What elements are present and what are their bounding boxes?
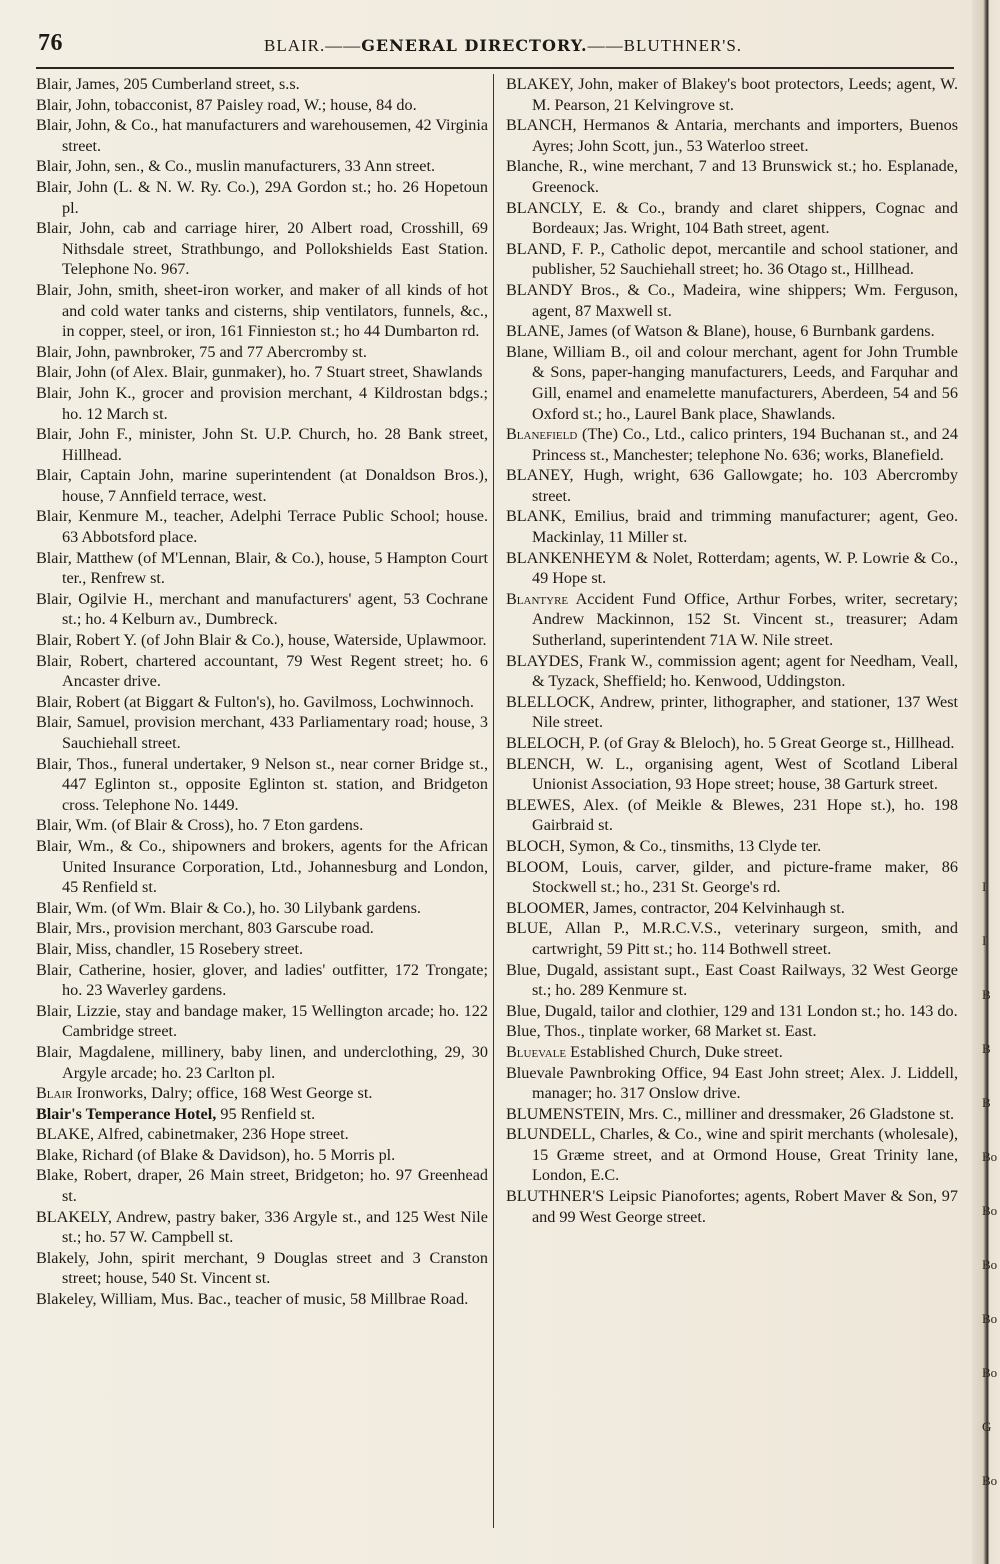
directory-entry: BLUTHNER'S Leipsic Pianofortes; agents, Robert Maver & Son, 97 and 99 West George street. bbox=[506, 1187, 958, 1226]
edge-letter: Bo bbox=[982, 1473, 998, 1488]
running-title-dash-left: —— bbox=[325, 36, 362, 55]
edge-letter: I bbox=[982, 879, 987, 894]
entry-head: Bluevale bbox=[506, 1042, 567, 1061]
directory-entry: Blair, Ogilvie H., merchant and manufacturers' agent, 53 Cochrane st.; ho. 4 Kelburn av., Dumbreck. bbox=[36, 589, 488, 629]
directory-entry: Blue, Thos., tinplate worker, 68 Market st. East. bbox=[506, 1022, 817, 1041]
directory-entry: Blue, Dugald, tailor and clothier, 129 and 131 London st.; ho. 143 do. bbox=[506, 1001, 958, 1020]
right-entries-b bbox=[506, 465, 958, 589]
directory-entry: BLANKENHEYM & Nolet, Rotterdam; agents, W. P. Lowrie & Co., 49 Hope st. bbox=[506, 548, 958, 588]
directory-entry: Blair, Samuel, provision merchant, 433 Parliamentary road; house, 3 Sauchiehall street. bbox=[36, 713, 488, 752]
left-column bbox=[36, 74, 488, 1310]
running-title bbox=[264, 36, 742, 56]
edge-letter: B bbox=[982, 1095, 991, 1110]
directory-entry: BLOOM, Louis, carver, gilder, and picture-frame maker, 86 Stockwell st.; ho., 231 St. George's rd. bbox=[506, 857, 958, 897]
directory-entry: BLAKELY, Andrew, pastry baker, 336 Argyle st., and 125 West Nile st.; ho. 57 W. Campbell st. bbox=[36, 1207, 488, 1247]
directory-entry: BLANK, Emilius, braid and trimming manufacturer; agent, Geo. Mackinlay, 11 Miller st. bbox=[506, 507, 958, 547]
edge-letter: Bo bbox=[982, 1311, 998, 1326]
directory-entry: Blakeley, William, Mus. Bac., teacher of music, 58 Millbrae Road. bbox=[36, 1290, 469, 1309]
directory-entry: BLOCH, Symon, & Co., tinsmiths, 13 Clyde ter. bbox=[506, 836, 822, 855]
directory-entry: Blair, Magdalene, millinery, baby linen, and underclothing, 29, 30 Argyle arcade; ho. 23 Carlton pl. bbox=[36, 1042, 488, 1082]
directory-entry: Blake, Richard (of Blake & Davidson), ho. 5 Morris pl. bbox=[36, 1145, 396, 1164]
directory-entry: Blair, John K., grocer and provision merchant, 4 Kildrostan bdgs.; ho. 12 March st. bbox=[36, 383, 488, 423]
edge-letter: I bbox=[982, 933, 987, 948]
directory-entry: Blair, John, sen., & Co., muslin manufacturers, 33 Ann street. bbox=[36, 157, 436, 176]
entry-text: Accident Fund Office, Arthur Forbes, writer, secretary; Andrew Mackinnon, 152 St. Vincent st., treasurer; Adam Sutherland, superintendent 71A W. Nile street. bbox=[532, 589, 958, 650]
directory-entry: BLANCLY, E. & Co., brandy and claret shippers, Cognac and Bordeaux; Jas. Wright, 104 Bath street, agent. bbox=[506, 198, 958, 238]
directory-entry: BLENCH, W. L., organising agent, West of Scotland Liberal Unionist Association, 93 Hope street; house, 38 Garturk street. bbox=[506, 754, 958, 794]
edge-letter: Bo bbox=[982, 1149, 998, 1164]
directory-entry: Blair, John (L. & N. W. Ry. Co.), 29A Gordon st.; ho. 26 Hopetoun pl. bbox=[36, 177, 488, 217]
running-title-left: BLAIR. bbox=[264, 36, 326, 55]
directory-entry: BLANDY Bros., & Co., Madeira, wine shippers; Wm. Ferguson, agent, 87 Maxwell st. bbox=[506, 280, 958, 320]
right-column bbox=[506, 74, 958, 1227]
left-entries bbox=[36, 74, 488, 1083]
directory-entry: BLAKEY, John, maker of Blakey's boot protectors, Leeds; agent, W. M. Pearson, 21 Kelvingrove st. bbox=[506, 75, 958, 114]
entry-head: Blair's Temperance Hotel, bbox=[36, 1104, 217, 1123]
directory-entry bbox=[506, 1042, 958, 1063]
directory-entry: Blair, Kenmure M., teacher, Adelphi Terrace Public School; house. 63 Abbotsford place. bbox=[36, 507, 488, 547]
directory-entry: Blair, James, 205 Cumberland street, s.s. bbox=[36, 75, 300, 93]
edge-letter: Bo bbox=[982, 1257, 998, 1272]
directory-entry: BLAYDES, Frank W., commission agent; agent for Needham, Veall, & Tyzack, Sheffield; ho. Kenwood, Uddingston. bbox=[506, 651, 958, 691]
column-divider bbox=[493, 74, 494, 1528]
directory-entry: Bluevale Pawnbroking Office, 94 East John street; Alex. J. Liddell, manager; ho. 317 Onslow drive. bbox=[506, 1063, 958, 1103]
directory-entry: Blair, Captain John, marine superintendent (at Donaldson Bros.), house, 7 Annfield terrace, west. bbox=[36, 466, 488, 505]
directory-entry: Blair, John (of Alex. Blair, gunmaker), ho. 7 Stuart street, Shawlands bbox=[36, 363, 483, 382]
directory-entry: Blair, John, pawnbroker, 75 and 77 Abercromby st. bbox=[36, 342, 367, 361]
directory-entry: Blake, Robert, draper, 26 Main street, Bridgeton; ho. 97 Greenhead st. bbox=[36, 1166, 488, 1206]
directory-entry: Blair, Robert, chartered accountant, 79 West Regent street; ho. 6 Ancaster drive. bbox=[36, 651, 488, 691]
entry-text: Established Church, Duke street. bbox=[566, 1042, 783, 1061]
page-number: 76 bbox=[38, 30, 63, 56]
directory-entry: Blair, Robert (at Biggart & Fulton's), ho. Gavilmoss, Lochwinnoch. bbox=[36, 692, 474, 711]
directory-entry: BLUE, Allan P., M.R.C.V.S., veterinary surgeon, smith, and cartwright, 59 Pitt st.; ho. 114 Bothwell street. bbox=[506, 919, 958, 958]
directory-entry: Blair, John, cab and carriage hirer, 20 Albert road, Crosshill, 69 Nithsdale street, Strathbungo, and Pollokshields East Station. Telephone No. 967. bbox=[36, 219, 488, 279]
directory-entry: BLANE, James (of Watson & Blane), house, 6 Burnbank gardens. bbox=[506, 322, 935, 341]
page-header bbox=[38, 30, 958, 62]
directory-entry: BLANEY, Hugh, wright, 636 Gallowgate; ho. 103 Abercromby street. bbox=[506, 466, 958, 505]
directory-entry: Blair, Robert Y. (of John Blair & Co.), house, Waterside, Uplawmoor. bbox=[36, 631, 487, 650]
header-rule bbox=[36, 67, 954, 69]
edge-letter: Bo bbox=[982, 1203, 998, 1218]
directory-entry: Blair, Wm. (of Wm. Blair & Co.), ho. 30 Lilybank gardens. bbox=[36, 898, 421, 917]
directory-entry: Blue, Dugald, assistant supt., East Coast Railways, 32 West George st.; ho. 289 Kenmure st. bbox=[506, 960, 958, 1000]
directory-entry: Blair, Thos., funeral undertaker, 9 Nelson st., near corner Bridge st., 447 Eglinton st., opposite Eglinton st. station, and Bridgeton cross. Telephone No. 1449. bbox=[36, 754, 488, 814]
directory-entry: Blakely, John, spirit merchant, 9 Douglas street and 3 Cranston street; house, 540 St. Vincent st. bbox=[36, 1248, 488, 1288]
entry-text: 95 Renfield st. bbox=[216, 1104, 316, 1123]
directory-entry bbox=[36, 1104, 488, 1125]
directory-entry: Blair, Catherine, hosier, glover, and ladies' outfitter, 172 Trongate; ho. 23 Waverley gardens. bbox=[36, 960, 488, 1000]
directory-entry: BLEWES, Alex. (of Meikle & Blewes, 231 Hope st.), ho. 198 Gairbraid st. bbox=[506, 795, 958, 835]
directory-entry: BLOOMER, James, contractor, 204 Kelvinhaugh st. bbox=[506, 898, 845, 917]
directory-entry: Blair, Lizzie, stay and bandage maker, 15 Wellington arcade; ho. 122 Cambridge street. bbox=[36, 1001, 488, 1041]
directory-entry bbox=[506, 589, 958, 651]
entry-head: Blair bbox=[36, 1084, 73, 1103]
directory-entry: BLUNDELL, Charles, & Co., wine and spirit merchants (wholesale), 15 Græme street, and at Ormond House, Great Trinity lane, London, E.C. bbox=[506, 1125, 958, 1185]
directory-entry: BLELLOCK, Andrew, printer, lithographer, and stationer, 137 West Nile street. bbox=[506, 692, 958, 732]
directory-entry: Blair, Wm., & Co., shipowners and brokers, agents for the African United Insurance Corporation, Ltd., Johannesburg and London, 45 Renfield st. bbox=[36, 836, 488, 897]
directory-entry: Blanche, R., wine merchant, 7 and 13 Brunswick st.; ho. Esplanade, Greenock. bbox=[506, 157, 958, 196]
edge-letter: B bbox=[982, 1041, 991, 1056]
directory-entry: Blair, John, smith, sheet-iron worker, and maker of all kinds of hot and cold water tanks and cisterns, ship ventilators, funnels, &c., in copper, steel, or iron, 161 Finnieston st.; ho 44 Dumbarton rd. bbox=[36, 280, 488, 341]
adjacent-page-letters bbox=[982, 860, 998, 1508]
directory-entry: BLUMENSTEIN, Mrs. C., milliner and dressmaker, 26 Gladstone st. bbox=[506, 1104, 955, 1123]
running-title-right: BLUTHNER'S. bbox=[623, 36, 743, 55]
running-title-dash-right: —— bbox=[587, 36, 624, 55]
directory-entry bbox=[506, 424, 958, 465]
directory-entry: Blair, Wm. (of Blair & Cross), ho. 7 Eton gardens. bbox=[36, 816, 364, 835]
right-entries-a bbox=[506, 74, 958, 424]
directory-entry: Blair, John, & Co., hat manufacturers and warehousemen, 42 Virginia street. bbox=[36, 116, 488, 155]
entry-text: Ironworks, Dalry; office, 168 West George st. bbox=[72, 1084, 373, 1103]
running-title-center: GENERAL DIRECTORY. bbox=[361, 36, 588, 55]
directory-entry: Blair, John F., minister, John St. U.P. Church, ho. 28 Bank street, Hillhead. bbox=[36, 425, 488, 464]
right-entries-c bbox=[506, 651, 958, 1042]
entry-head: Blanefield bbox=[506, 425, 578, 444]
directory-entry: BLELOCH, P. (of Gray & Bleloch), ho. 5 Great George st., Hillhead. bbox=[506, 734, 955, 752]
directory-entry: BLAND, F. P., Catholic depot, mercantile and school stationer, and publisher, 52 Sauchiehall street; ho. 36 Otago st., Hillhead. bbox=[506, 239, 958, 279]
directory-entry bbox=[36, 1083, 488, 1104]
edge-letter: G bbox=[982, 1419, 992, 1434]
directory-entry: Blane, William B., oil and colour merchant, agent for John Trumble & Sons, paper-hanging manufacturers, Leeds, and Farquhar and Gill, enamel and enamelette manufacturers, Aberdeen, 54 and 56 Oxford st.; ho., Laurel Bank place, Shawlands. bbox=[506, 342, 958, 423]
directory-entry: BLANCH, Hermanos & Antaria, merchants and importers, Buenos Ayres; John Scott, jun., 53 Waterloo street. bbox=[506, 116, 958, 155]
entry-head: Blantyre bbox=[506, 589, 569, 608]
directory-entry: BLAKE, Alfred, cabinetmaker, 236 Hope street. bbox=[36, 1125, 349, 1144]
edge-letter: Bo bbox=[982, 1365, 998, 1380]
right-entries-d bbox=[506, 1063, 958, 1228]
directory-entry: Blair, John, tobacconist, 87 Paisley road, W.; house, 84 do. bbox=[36, 95, 417, 114]
directory-entry: Blair, Matthew (of M'Lennan, Blair, & Co.), house, 5 Hampton Court ter., Renfrew st. bbox=[36, 548, 488, 588]
edge-letter: B bbox=[982, 987, 991, 1002]
directory-entry: Blair, Miss, chandler, 15 Rosebery street. bbox=[36, 939, 304, 958]
entry-text: (The) Co., Ltd., calico printers, 194 Buchanan st., and 24 Princess st., Manchester; telephone No. 636; works, Blanefield. bbox=[532, 425, 958, 464]
directory-entry: Blair, Mrs., provision merchant, 803 Garscube road. bbox=[36, 919, 374, 938]
left-entries-tail bbox=[36, 1124, 488, 1309]
